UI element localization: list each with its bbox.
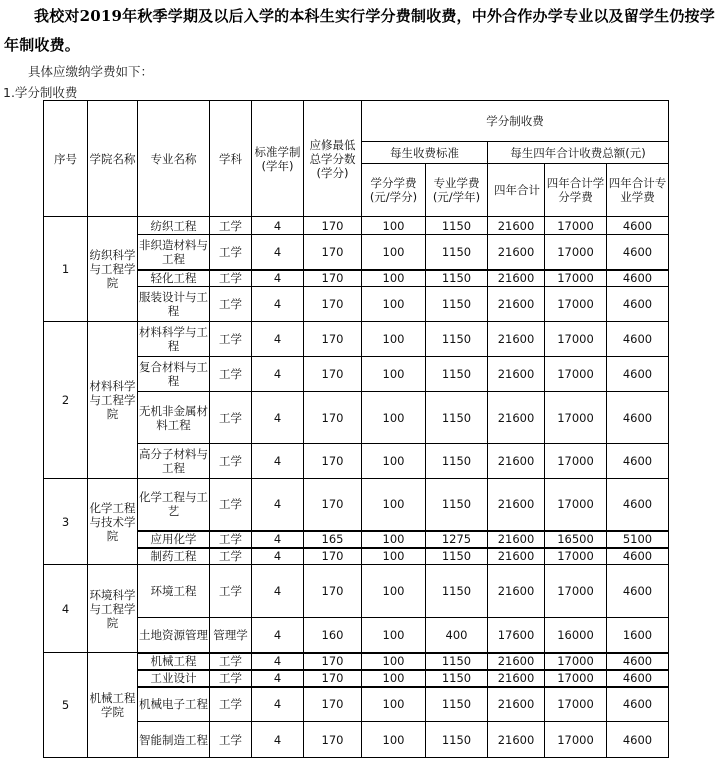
- cell-major-fee: 1275: [426, 531, 488, 548]
- cell-major: 环境工程: [138, 565, 210, 618]
- cell-credit-total: 16500: [545, 531, 607, 548]
- cell-total: 21600: [488, 287, 545, 322]
- table-row: [44, 357, 669, 392]
- cell-total: 21600: [488, 357, 545, 392]
- cell-total: 21600: [488, 670, 545, 687]
- cell-major: 智能制造工程: [138, 722, 210, 758]
- cell-discipline: 工学: [210, 670, 252, 687]
- cell-years: 4: [252, 548, 304, 565]
- cell-total: 17600: [488, 618, 545, 653]
- table-row: [44, 687, 669, 722]
- cell-credits: 170: [304, 653, 362, 670]
- cell-years: 4: [252, 235, 304, 270]
- cell-major-total: 1600: [607, 618, 669, 653]
- cell-credit-fee: 100: [362, 287, 426, 322]
- cell-credit-fee: 100: [362, 565, 426, 618]
- header-major: 专业名称: [138, 101, 210, 217]
- cell-major-total: 4600: [607, 444, 669, 479]
- cell-discipline: 工学: [210, 653, 252, 670]
- group-seq: 5: [44, 653, 88, 758]
- cell-years: 4: [252, 531, 304, 548]
- cell-major: 制药工程: [138, 548, 210, 565]
- header-years: 标准学制(学年): [252, 101, 304, 217]
- group-college: 机械工程学院: [88, 653, 138, 758]
- cell-major: 机械电子工程: [138, 687, 210, 722]
- tuition-table: [43, 100, 669, 758]
- cell-credit-fee: 100: [362, 444, 426, 479]
- cell-credit-total: 17000: [545, 565, 607, 618]
- cell-years: 4: [252, 270, 304, 287]
- cell-major-total: 4600: [607, 217, 669, 235]
- cell-major-total: 4600: [607, 322, 669, 357]
- cell-total: 21600: [488, 531, 545, 548]
- cell-credit-total: 17000: [545, 270, 607, 287]
- cell-major: 纺织工程: [138, 217, 210, 235]
- cell-credit-fee: 100: [362, 548, 426, 565]
- header-credit-fee-group: 学分制收费: [362, 101, 669, 142]
- cell-credit-total: 17000: [545, 479, 607, 531]
- cell-major: 非织造材料与工程: [138, 235, 210, 270]
- cell-credit-total: 17000: [545, 653, 607, 670]
- table-row: [44, 217, 669, 235]
- cell-major-fee: 1150: [426, 670, 488, 687]
- cell-total: 21600: [488, 722, 545, 758]
- cell-major-total: 4600: [607, 235, 669, 270]
- cell-major-total: 4600: [607, 565, 669, 618]
- cell-credit-fee: 100: [362, 687, 426, 722]
- cell-credit-fee: 100: [362, 618, 426, 653]
- cell-credits: 170: [304, 235, 362, 270]
- cell-total: 21600: [488, 565, 545, 618]
- header-per-year-group: 每生收费标准: [362, 142, 488, 164]
- group-seq: 4: [44, 565, 88, 653]
- cell-credit-fee: 100: [362, 322, 426, 357]
- cell-major-fee: 1150: [426, 392, 488, 444]
- cell-years: 4: [252, 444, 304, 479]
- cell-credits: 170: [304, 479, 362, 531]
- cell-discipline: 工学: [210, 479, 252, 531]
- header-major-total4: 四年合计专业学费: [607, 164, 669, 217]
- header-total4: 四年合计: [488, 164, 545, 217]
- cell-credit-total: 17000: [545, 444, 607, 479]
- cell-credits: 170: [304, 548, 362, 565]
- cell-credit-total: 17000: [545, 687, 607, 722]
- cell-major-fee: 1150: [426, 444, 488, 479]
- cell-major-total: 5100: [607, 531, 669, 548]
- table-row: [44, 653, 669, 670]
- cell-years: 4: [252, 322, 304, 357]
- cell-credit-fee: 100: [362, 479, 426, 531]
- intro-subtitle: 具体应缴纳学费如下：: [28, 64, 154, 79]
- cell-major-total: 4600: [607, 687, 669, 722]
- cell-years: 4: [252, 670, 304, 687]
- cell-credit-total: 17000: [545, 357, 607, 392]
- cell-major-fee: 1150: [426, 722, 488, 758]
- cell-credit-total: 17000: [545, 670, 607, 687]
- header-college: 学院名称: [88, 101, 138, 217]
- group-college: 纺织科学与工程学院: [88, 217, 138, 322]
- cell-credit-total: 17000: [545, 235, 607, 270]
- cell-major: 复合材料与工程: [138, 357, 210, 392]
- cell-major: 高分子材料与工程: [138, 444, 210, 479]
- group-seq: 1: [44, 217, 88, 322]
- cell-total: 21600: [488, 235, 545, 270]
- cell-total: 21600: [488, 687, 545, 722]
- cell-discipline: 工学: [210, 322, 252, 357]
- cell-major: 无机非金属材料工程: [138, 392, 210, 444]
- cell-credits: 165: [304, 531, 362, 548]
- group-college: 环境科学与工程学院: [88, 565, 138, 653]
- cell-major-fee: 1150: [426, 653, 488, 670]
- cell-credit-fee: 100: [362, 531, 426, 548]
- cell-credit-fee: 100: [362, 357, 426, 392]
- cell-major-total: 4600: [607, 722, 669, 758]
- cell-major-total: 4600: [607, 670, 669, 687]
- table-row: [44, 479, 669, 531]
- cell-credits: 160: [304, 618, 362, 653]
- cell-credit-fee: 100: [362, 270, 426, 287]
- intro-paragraph: 我校对2019年秋季学期及以后入学的本科生实行学分费制收费，中外合作办学专业以及留学生仍按学年制收费。: [4, 7, 715, 54]
- cell-major-total: 4600: [607, 287, 669, 322]
- cell-discipline: 工学: [210, 687, 252, 722]
- cell-discipline: 工学: [210, 722, 252, 758]
- section-title: 1.学分制收费: [3, 85, 78, 100]
- header-discipline: 学科: [210, 101, 252, 217]
- cell-major-total: 4600: [607, 479, 669, 531]
- cell-years: 4: [252, 479, 304, 531]
- header-seq: 序号: [44, 101, 88, 217]
- cell-discipline: 工学: [210, 548, 252, 565]
- cell-discipline: 工学: [210, 217, 252, 235]
- table-row: [44, 670, 669, 687]
- cell-years: 4: [252, 392, 304, 444]
- cell-total: 21600: [488, 444, 545, 479]
- cell-credit-total: 17000: [545, 392, 607, 444]
- cell-credit-total: 17000: [545, 722, 607, 758]
- cell-major-fee: 1150: [426, 270, 488, 287]
- cell-credits: 170: [304, 444, 362, 479]
- cell-major: 轻化工程: [138, 270, 210, 287]
- cell-total: 21600: [488, 322, 545, 357]
- cell-total: 21600: [488, 217, 545, 235]
- cell-credit-fee: 100: [362, 670, 426, 687]
- cell-credits: 170: [304, 270, 362, 287]
- cell-credits: 170: [304, 287, 362, 322]
- cell-discipline: 工学: [210, 565, 252, 618]
- cell-credits: 170: [304, 722, 362, 758]
- cell-major-fee: 1150: [426, 217, 488, 235]
- cell-discipline: 工学: [210, 287, 252, 322]
- cell-credit-total: 17000: [545, 217, 607, 235]
- cell-major-fee: 1150: [426, 235, 488, 270]
- header-credit-fee: 学分学费(元/学分): [362, 164, 426, 217]
- cell-total: 21600: [488, 270, 545, 287]
- cell-major: 化学工程与工艺: [138, 479, 210, 531]
- cell-major: 应用化学: [138, 531, 210, 548]
- cell-major-fee: 400: [426, 618, 488, 653]
- cell-major-total: 4600: [607, 392, 669, 444]
- cell-total: 21600: [488, 548, 545, 565]
- cell-total: 21600: [488, 653, 545, 670]
- cell-discipline: 工学: [210, 444, 252, 479]
- cell-credit-total: 17000: [545, 548, 607, 565]
- cell-credits: 170: [304, 670, 362, 687]
- cell-years: 4: [252, 687, 304, 722]
- cell-total: 21600: [488, 479, 545, 531]
- cell-major-fee: 1150: [426, 287, 488, 322]
- cell-major: 材料科学与工程: [138, 322, 210, 357]
- cell-years: 4: [252, 287, 304, 322]
- cell-major: 机械工程: [138, 653, 210, 670]
- cell-major-total: 4600: [607, 653, 669, 670]
- group-seq: 3: [44, 479, 88, 565]
- table-row: [44, 287, 669, 322]
- header-four-year-group: 每生四年合计收费总额(元): [488, 142, 669, 164]
- cell-discipline: 管理学: [210, 618, 252, 653]
- table-row: [44, 722, 669, 758]
- cell-major: 工业设计: [138, 670, 210, 687]
- cell-credit-fee: 100: [362, 392, 426, 444]
- table-row: [44, 531, 669, 548]
- table-row: [44, 235, 669, 270]
- cell-credit-total: 17000: [545, 322, 607, 357]
- cell-discipline: 工学: [210, 392, 252, 444]
- cell-years: 4: [252, 565, 304, 618]
- header-credit-total4: 四年合计学分学费: [545, 164, 607, 217]
- cell-major-total: 4600: [607, 270, 669, 287]
- table-row: [44, 270, 669, 287]
- header-major-fee: 专业学费(元/学年): [426, 164, 488, 217]
- cell-credits: 170: [304, 687, 362, 722]
- cell-major-fee: 1150: [426, 322, 488, 357]
- cell-discipline: 工学: [210, 357, 252, 392]
- cell-credit-fee: 100: [362, 722, 426, 758]
- cell-credits: 170: [304, 322, 362, 357]
- header-credits: 应修最低总学分数(学分): [304, 101, 362, 217]
- cell-major: 服装设计与工程: [138, 287, 210, 322]
- cell-credit-fee: 100: [362, 653, 426, 670]
- cell-years: 4: [252, 653, 304, 670]
- cell-discipline: 工学: [210, 270, 252, 287]
- cell-credits: 170: [304, 565, 362, 618]
- cell-credit-fee: 100: [362, 217, 426, 235]
- cell-major-fee: 1150: [426, 548, 488, 565]
- table-row: [44, 618, 669, 653]
- table-row: [44, 392, 669, 444]
- table-row: [44, 565, 669, 618]
- table-row: [44, 322, 669, 357]
- table-row: [44, 548, 669, 565]
- cell-major-total: 4600: [607, 357, 669, 392]
- cell-major-fee: 1150: [426, 357, 488, 392]
- cell-major-fee: 1150: [426, 565, 488, 618]
- cell-years: 4: [252, 217, 304, 235]
- group-college: 化学工程与技术学院: [88, 479, 138, 565]
- cell-credits: 170: [304, 217, 362, 235]
- cell-credit-fee: 100: [362, 235, 426, 270]
- group-college: 材料科学与工程学院: [88, 322, 138, 479]
- cell-credit-total: 17000: [545, 287, 607, 322]
- cell-major-fee: 1150: [426, 479, 488, 531]
- table-row: [44, 444, 669, 479]
- cell-years: 4: [252, 722, 304, 758]
- cell-major-total: 4600: [607, 548, 669, 565]
- cell-discipline: 工学: [210, 531, 252, 548]
- cell-total: 21600: [488, 392, 545, 444]
- cell-credits: 170: [304, 357, 362, 392]
- cell-credits: 170: [304, 392, 362, 444]
- cell-major: 土地资源管理: [138, 618, 210, 653]
- cell-major-fee: 1150: [426, 687, 488, 722]
- cell-discipline: 工学: [210, 235, 252, 270]
- cell-years: 4: [252, 357, 304, 392]
- cell-credit-total: 16000: [545, 618, 607, 653]
- cell-years: 4: [252, 618, 304, 653]
- group-seq: 2: [44, 322, 88, 479]
